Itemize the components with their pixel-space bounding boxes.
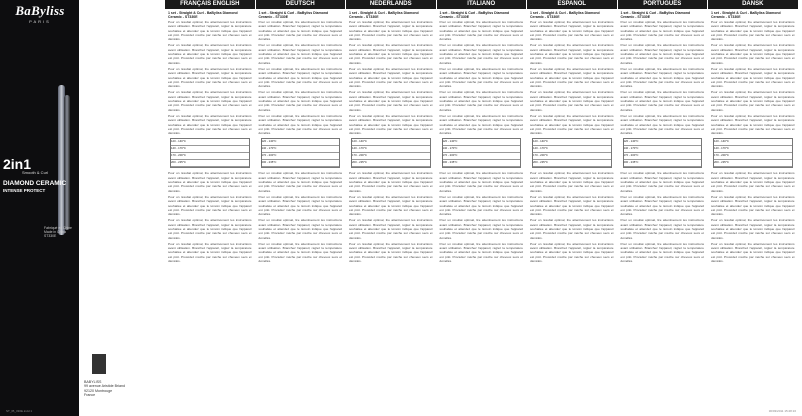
table-row: 170 - 200°C [171,153,249,160]
column-subtitle: 1 set - Straight & Curl - BaByliss Diamond Ceramic - ST330E [530,11,600,19]
body-text: Pour un résultat optimal, lire attentivement les instructions avant utilisation. Branchez l'appareil, réglez la température souhaitée et attendez que le témoin indique que l'appareil est prêt. Procédez mèche par mèche sur cheveux secs et démêlés. [168,113,252,136]
body-text: Pour un résultat optimal, lire attentivement les instructions avant utilisation. Branchez l'appareil, réglez la température souhaitée et attendez que le témoin indique que l'appareil est prêt. Procédez mèche par mèche sur cheveux secs et démêlés. [349,43,433,65]
body-text: Pour un résultat optimal, lire attentivement les instructions avant utilisation. Branchez l'appareil, réglez la température souhaitée et attendez que le témoin indique que l'appareil est prêt. Procédez mèche par mèche sur cheveux secs et démêlés. [530,241,614,264]
back-panel [80,0,165,416]
table-row: 120 - 140°C [533,139,611,146]
language-column [165,0,255,416]
table-row: 140 - 170°C [714,146,792,153]
column-subtitle: 1 set - Straight & Curl - BaByliss Diamond Ceramic - ST330E [349,11,419,19]
body-text: Pour un résultat optimal, lire attentivement les instructions avant utilisation. Branchez l'appareil, réglez la température souhaitée et attendez que le témoin indique que l'appareil est prêt. Procédez mèche par mèche sur cheveux secs et démêlés. [620,20,704,42]
body-text: Pour un résultat optimal, lire attentivement les instructions avant utilisation. Branchez l'appareil, réglez la température souhaitée et attendez que le témoin indique que l'appareil est prêt. Procédez mèche par mèche sur cheveux secs et démêlés. [258,194,342,217]
body-text: Pour un résultat optimal, lire attentivement les instructions avant utilisation. Branchez l'appareil, réglez la température souhaitée et attendez que le témoin indique que l'appareil est prêt. Procédez mèche par mèche sur cheveux secs et démêlés. [349,194,433,217]
feature-name: INTENSE PROTECT [3,188,46,193]
brand-logo: BaByliss [15,3,65,18]
language-column [618,0,708,416]
body-text: Pour un résultat optimal, lire attentivement les instructions avant utilisation. Branchez l'appareil, réglez la température souhaitée et attendez que le témoin indique que l'appareil est prêt. Procédez mèche par mèche sur cheveux secs et démêlés. [258,113,342,136]
logo-icon [92,354,106,374]
body-text: Pour un résultat optimal, lire attentivement les instructions avant utilisation. Branchez l'appareil, réglez la température souhaitée et attendez que le témoin indique que l'appareil est prêt. Procédez mèche par mèche sur cheveux secs et démêlés. [439,241,523,264]
body-text: Pour un résultat optimal, lire attentivement les instructions avant utilisation. Branchez l'appareil, réglez la température souhaitée et attendez que le témoin indique que l'appareil est prêt. Procédez mèche par mèche sur cheveux secs et démêlés. [620,113,704,136]
body-text: Pour un résultat optimal, lire attentivement les instructions avant utilisation. Branchez l'appareil, réglez la température souhaitée et attendez que le témoin indique que l'appareil est prêt. Procédez mèche par mèche sur cheveux secs et démêlés. [620,241,704,264]
body-text: Pour un résultat optimal, lire attentivement les instructions avant utilisation. Branchez l'appareil, réglez la température souhaitée et attendez que le témoin indique que l'appareil est prêt. Procédez mèche par mèche sur cheveux secs et démêlés. [620,43,704,65]
body-text: Pour un résultat optimal, lire attentivement les instructions avant utilisation. Branchez l'appareil, réglez la température souhaitée et attendez que le témoin indique que l'appareil est prêt. Procédez mèche par mèche sur cheveux secs et démêlés. [258,43,342,65]
language-column [346,0,436,416]
table-row: 200 - 235°C [624,160,702,167]
body-text: Pour un résultat optimal, lire attentivement les instructions avant utilisation. Branchez l'appareil, réglez la température souhaitée et attendez que le témoin indique que l'appareil est prêt. Procédez mèche par mèche sur cheveux secs et démêlés. [711,218,795,240]
body-text: Pour un résultat optimal, lire attentivement les instructions avant utilisation. Branchez l'appareil, réglez la température souhaitée et attendez que le témoin indique que l'appareil est prêt. Procédez mèche par mèche sur cheveux secs et démêlés. [439,171,523,193]
body-text: Pour un résultat optimal, lire attentivement les instructions avant utilisation. Branchez l'appareil, réglez la température souhaitée et attendez que le témoin indique que l'appareil est prêt. Procédez mèche par mèche sur cheveux secs et démêlés. [168,241,252,264]
table-row: 120 - 140°C [443,139,521,146]
table-row: 200 - 235°C [262,160,340,167]
table-row: 200 - 235°C [714,160,792,167]
footer [0,409,802,416]
table-row: 200 - 235°C [443,160,521,167]
body-text: Pour un résultat optimal, lire attentivement les instructions avant utilisation. Branchez l'appareil, réglez la température souhaitée et attendez que le témoin indique que l'appareil est prêt. Procédez mèche par mèche sur cheveux secs et démêlés. [168,43,252,65]
body-text: Pour un résultat optimal, lire attentivement les instructions avant utilisation. Branchez l'appareil, réglez la température souhaitée et attendez que le témoin indique que l'appareil est prêt. Procédez mèche par mèche sur cheveux secs et démêlés. [711,43,795,65]
body-text: Pour un résultat optimal, lire attentivement les instructions avant utilisation. Branchez l'appareil, réglez la température souhaitée et attendez que le témoin indique que l'appareil est prêt. Procédez mèche par mèche sur cheveux secs et démêlés. [620,90,704,112]
body-text: Pour un résultat optimal, lire attentivement les instructions avant utilisation. Branchez l'appareil, réglez la température souhaitée et attendez que le témoin indique que l'appareil est prêt. Procédez mèche par mèche sur cheveux secs et démêlés. [711,66,795,89]
column-title: ITALIANO [437,0,527,9]
address: BABYLISS 99 avenue Aristide Briand 92120 Montrouge France [84,380,125,397]
product-name: DIAMOND CERAMIC [3,180,67,187]
table-row: 170 - 200°C [533,153,611,160]
body-text: Pour un résultat optimal, lire attentivement les instructions avant utilisation. Branchez l'appareil, réglez la température souhaitée et attendez que le témoin indique que l'appareil est prêt. Procédez mèche par mèche sur cheveux secs et démêlés. [349,20,433,42]
body-text: Pour un résultat optimal, lire attentivement les instructions avant utilisation. Branchez l'appareil, réglez la température souhaitée et attendez que le témoin indique que l'appareil est prêt. Procédez mèche par mèche sur cheveux secs et démêlés. [439,20,523,42]
language-column [527,0,617,416]
body-text: Pour un résultat optimal, lire attentivement les instructions avant utilisation. Branchez l'appareil, réglez la température souhaitée et attendez que le témoin indique que l'appareil est prêt. Procédez mèche par mèche sur cheveux secs et démêlés. [530,20,614,42]
body-text: Pour un résultat optimal, lire attentivement les instructions avant utilisation. Branchez l'appareil, réglez la température souhaitée et attendez que le témoin indique que l'appareil est prêt. Procédez mèche par mèche sur cheveux secs et démêlés. [439,113,523,136]
body-text: Pour un résultat optimal, lire attentivement les instructions avant utilisation. Branchez l'appareil, réglez la température souhaitée et attendez que le témoin indique que l'appareil est prêt. Procédez mèche par mèche sur cheveux secs et démêlés. [530,218,614,240]
column-title: FRANÇAIS ENGLISH [165,0,255,9]
body-text: Pour un résultat optimal, lire attentivement les instructions avant utilisation. Branchez l'appareil, réglez la température souhaitée et attendez que le témoin indique que l'appareil est prêt. Procédez mèche par mèche sur cheveux secs et démêlés. [349,66,433,89]
column-title: ESPAÑOL [527,0,617,9]
body-text: Pour un résultat optimal, lire attentivement les instructions avant utilisation. Branchez l'appareil, réglez la température souhaitée et attendez que le témoin indique que l'appareil est prêt. Procédez mèche par mèche sur cheveux secs et démêlés. [620,194,704,217]
language-column [256,0,346,416]
body-text: Pour un résultat optimal, lire attentivement les instructions avant utilisation. Branchez l'appareil, réglez la température souhaitée et attendez que le témoin indique que l'appareil est prêt. Procédez mèche par mèche sur cheveux secs et démêlés. [349,90,433,112]
table-row: 170 - 200°C [624,153,702,160]
body-text: Pour un résultat optimal, lire attentivement les instructions avant utilisation. Branchez l'appareil, réglez la température souhaitée et attendez que le témoin indique que l'appareil est prêt. Procédez mèche par mèche sur cheveux secs et démêlés. [530,171,614,193]
body-text: Pour un résultat optimal, lire attentivement les instructions avant utilisation. Branchez l'appareil, réglez la température souhaitée et attendez que le témoin indique que l'appareil est prêt. Procédez mèche par mèche sur cheveux secs et démêlés. [258,90,342,112]
table-row: 170 - 200°C [262,153,340,160]
table-row: 140 - 170°C [171,146,249,153]
temperature-table [532,138,612,168]
table-row: 120 - 140°C [624,139,702,146]
body-text: Pour un résultat optimal, lire attentivement les instructions avant utilisation. Branchez l'appareil, réglez la température souhaitée et attendez que le témoin indique que l'appareil est prêt. Procédez mèche par mèche sur cheveux secs et démêlés. [711,20,795,42]
table-row: 200 - 235°C [533,160,611,167]
temperature-table [713,138,793,168]
temperature-table [261,138,341,168]
body-text: Pour un résultat optimal, lire attentivement les instructions avant utilisation. Branchez l'appareil, réglez la température souhaitée et attendez que le témoin indique que l'appareil est prêt. Procédez mèche par mèche sur cheveux secs et démêlés. [168,218,252,240]
body-text: Pour un résultat optimal, lire attentivement les instructions avant utilisation. Branchez l'appareil, réglez la température souhaitée et attendez que le témoin indique que l'appareil est prêt. Procédez mèche par mèche sur cheveux secs et démêlés. [711,113,795,136]
body-text: Pour un résultat optimal, lire attentivement les instructions avant utilisation. Branchez l'appareil, réglez la température souhaitée et attendez que le témoin indique que l'appareil est prêt. Procédez mèche par mèche sur cheveux secs et démêlés. [258,171,342,193]
table-row: 140 - 170°C [262,146,340,153]
footer-right: 30/03/2011 15:28:16 [768,409,796,413]
column-subtitle: 1 set - Straight & Curl - BaByliss Diamond Ceramic - ST330E [620,11,691,19]
body-text: Pour un résultat optimal, lire attentivement les instructions avant utilisation. Branchez l'appareil, réglez la température souhaitée et attendez que le témoin indique que l'appareil est prêt. Procédez mèche par mèche sur cheveux secs et démêlés. [349,241,433,264]
column-subtitle: 1 set - Straight & Curl - BaByliss Diamond Ceramic - ST330E [168,11,238,19]
table-row: 120 - 140°C [262,139,340,146]
column-title: DEUTSCH [256,0,346,9]
cover-small-print: Fabriqué en Chine Made in China ST330E [44,226,72,239]
body-text: Pour un résultat optimal, lire attentivement les instructions avant utilisation. Branchez l'appareil, réglez la température souhaitée et attendez que le témoin indique que l'appareil est prêt. Procédez mèche par mèche sur cheveux secs et démêlés. [620,66,704,89]
table-row: 170 - 200°C [352,153,430,160]
body-text: Pour un résultat optimal, lire attentivement les instructions avant utilisation. Branchez l'appareil, réglez la température souhaitée et attendez que le témoin indique que l'appareil est prêt. Procédez mèche par mèche sur cheveux secs et démêlés. [711,241,795,264]
table-row: 200 - 235°C [352,160,430,167]
body-text: Pour un résultat optimal, lire attentivement les instructions avant utilisation. Branchez l'appareil, réglez la température souhaitée et attendez que le témoin indique que l'appareil est prêt. Procédez mèche par mèche sur cheveux secs et démêlés. [168,171,252,193]
column-title: PORTUGUÊS [618,0,708,9]
body-text: Pour un résultat optimal, lire attentivement les instructions avant utilisation. Branchez l'appareil, réglez la température souhaitée et attendez que le témoin indique que l'appareil est prêt. Procédez mèche par mèche sur cheveux secs et démêlés. [258,20,342,42]
product-image-arm [64,95,70,230]
temperature-table [442,138,522,168]
body-text: Pour un résultat optimal, lire attentivement les instructions avant utilisation. Branchez l'appareil, réglez la température souhaitée et attendez que le témoin indique que l'appareil est prêt. Procédez mèche par mèche sur cheveux secs et démêlés. [439,218,523,240]
body-text: Pour un résultat optimal, lire attentivement les instructions avant utilisation. Branchez l'appareil, réglez la température souhaitée et attendez que le témoin indique que l'appareil est prêt. Procédez mèche par mèche sur cheveux secs et démêlés. [168,90,252,112]
body-text: Pour un résultat optimal, lire attentivement les instructions avant utilisation. Branchez l'appareil, réglez la température souhaitée et attendez que le témoin indique que l'appareil est prêt. Procédez mèche par mèche sur cheveux secs et démêlés. [620,218,704,240]
brand-sub: PARIS [29,19,51,24]
body-text: Pour un résultat optimal, lire attentivement les instructions avant utilisation. Branchez l'appareil, réglez la température souhaitée et attendez que le témoin indique que l'appareil est prêt. Procédez mèche par mèche sur cheveux secs et démêlés. [439,90,523,112]
body-text: Pour un résultat optimal, lire attentivement les instructions avant utilisation. Branchez l'appareil, réglez la température souhaitée et attendez que le témoin indique que l'appareil est prêt. Procédez mèche par mèche sur cheveux secs et démêlés. [530,90,614,112]
tagline: Smooth & Curl [22,170,49,175]
column-subtitle: 1 set - Straight & Curl - BaByliss Diamond Ceramic - ST330E [258,11,329,19]
body-text: Pour un résultat optimal, lire attentivement les instructions avant utilisation. Branchez l'appareil, réglez la température souhaitée et attendez que le témoin indique que l'appareil est prêt. Procédez mèche par mèche sur cheveux secs et démêlés. [258,241,342,264]
body-text: Pour un résultat optimal, lire attentivement les instructions avant utilisation. Branchez l'appareil, réglez la température souhaitée et attendez que le témoin indique que l'appareil est prêt. Procédez mèche par mèche sur cheveux secs et démêlés. [439,43,523,65]
body-text: Pour un résultat optimal, lire attentivement les instructions avant utilisation. Branchez l'appareil, réglez la température souhaitée et attendez que le témoin indique que l'appareil est prêt. Procédez mèche par mèche sur cheveux secs et démêlés. [168,20,252,42]
table-row: 140 - 170°C [352,146,430,153]
body-text: Pour un résultat optimal, lire attentivement les instructions avant utilisation. Branchez l'appareil, réglez la température souhaitée et attendez que le témoin indique que l'appareil est prêt. Procédez mèche par mèche sur cheveux secs et démêlés. [620,171,704,193]
body-text: Pour un résultat optimal, lire attentivement les instructions avant utilisation. Branchez l'appareil, réglez la température souhaitée et attendez que le témoin indique que l'appareil est prêt. Procédez mèche par mèche sur cheveux secs et démêlés. [711,171,795,193]
table-row: 140 - 170°C [533,146,611,153]
temperature-table [623,138,703,168]
language-column [708,0,798,416]
temperature-table [351,138,431,168]
column-subtitle: 1 set - Straight & Curl - BaByliss Diamond Ceramic - ST330E [439,11,510,19]
body-text: Pour un résultat optimal, lire attentivement les instructions avant utilisation. Branchez l'appareil, réglez la température souhaitée et attendez que le témoin indique que l'appareil est prêt. Procédez mèche par mèche sur cheveux secs et démêlés. [530,66,614,89]
cover-panel [0,0,79,416]
table-row: 200 - 235°C [171,160,249,167]
body-text: Pour un résultat optimal, lire attentivement les instructions avant utilisation. Branchez l'appareil, réglez la température souhaitée et attendez que le témoin indique que l'appareil est prêt. Procédez mèche par mèche sur cheveux secs et démêlés. [258,66,342,89]
table-row: 120 - 140°C [171,139,249,146]
body-text: Pour un résultat optimal, lire attentivement les instructions avant utilisation. Branchez l'appareil, réglez la température souhaitée et attendez que le témoin indique que l'appareil est prêt. Procédez mèche par mèche sur cheveux secs et démêlés. [530,113,614,136]
table-row: 170 - 200°C [714,153,792,160]
body-text: Pour un résultat optimal, lire attentivement les instructions avant utilisation. Branchez l'appareil, réglez la température souhaitée et attendez que le témoin indique que l'appareil est prêt. Procédez mèche par mèche sur cheveux secs et démêlés. [530,194,614,217]
body-text: Pour un résultat optimal, lire attentivement les instructions avant utilisation. Branchez l'appareil, réglez la température souhaitée et attendez que le témoin indique que l'appareil est prêt. Procédez mèche par mèche sur cheveux secs et démêlés. [168,66,252,89]
body-text: Pour un résultat optimal, lire attentivement les instructions avant utilisation. Branchez l'appareil, réglez la température souhaitée et attendez que le témoin indique que l'appareil est prêt. Procédez mèche par mèche sur cheveux secs et démêlés. [439,66,523,89]
body-text: Pour un résultat optimal, lire attentivement les instructions avant utilisation. Branchez l'appareil, réglez la température souhaitée et attendez que le témoin indique que l'appareil est prêt. Procédez mèche par mèche sur cheveux secs et démêlés. [258,218,342,240]
model-label: 2in1 [3,156,32,172]
table-row: 140 - 170°C [624,146,702,153]
column-subtitle: 1 set - Straight & Curl - BaByliss Diamond Ceramic - ST330E [711,11,781,19]
table-row: 120 - 140°C [714,139,792,146]
body-text: Pour un résultat optimal, lire attentivement les instructions avant utilisation. Branchez l'appareil, réglez la température souhaitée et attendez que le témoin indique que l'appareil est prêt. Procédez mèche par mèche sur cheveux secs et démêlés. [530,43,614,65]
column-title: DANSK [708,0,798,9]
body-text: Pour un résultat optimal, lire attentivement les instructions avant utilisation. Branchez l'appareil, réglez la température souhaitée et attendez que le témoin indique que l'appareil est prêt. Procédez mèche par mèche sur cheveux secs et démêlés. [439,194,523,217]
column-title: NEDERLANDS [346,0,436,9]
table-row: 120 - 140°C [352,139,430,146]
body-text: Pour un résultat optimal, lire attentivement les instructions avant utilisation. Branchez l'appareil, réglez la température souhaitée et attendez que le témoin indique que l'appareil est prêt. Procédez mèche par mèche sur cheveux secs et démêlés. [349,113,433,136]
body-text: Pour un résultat optimal, lire attentivement les instructions avant utilisation. Branchez l'appareil, réglez la température souhaitée et attendez que le témoin indique que l'appareil est prêt. Procédez mèche par mèche sur cheveux secs et démêlés. [711,194,795,217]
table-row: 170 - 200°C [443,153,521,160]
body-text: Pour un résultat optimal, lire attentivement les instructions avant utilisation. Branchez l'appareil, réglez la température souhaitée et attendez que le témoin indique que l'appareil est prêt. Procédez mèche par mèche sur cheveux secs et démêlés. [711,90,795,112]
body-text: Pour un résultat optimal, lire attentivement les instructions avant utilisation. Branchez l'appareil, réglez la température souhaitée et attendez que le témoin indique que l'appareil est prêt. Procédez mèche par mèche sur cheveux secs et démêlés. [168,194,252,217]
body-text: Pour un résultat optimal, lire attentivement les instructions avant utilisation. Branchez l'appareil, réglez la température souhaitée et attendez que le témoin indique que l'appareil est prêt. Procédez mèche par mèche sur cheveux secs et démêlés. [349,171,433,193]
footer-left: ST_IB_330E.indd 1 [6,409,33,413]
language-column [437,0,527,416]
temperature-table [170,138,250,168]
table-row: 140 - 170°C [443,146,521,153]
body-text: Pour un résultat optimal, lire attentivement les instructions avant utilisation. Branchez l'appareil, réglez la température souhaitée et attendez que le témoin indique que l'appareil est prêt. Procédez mèche par mèche sur cheveux secs et démêlés. [349,218,433,240]
